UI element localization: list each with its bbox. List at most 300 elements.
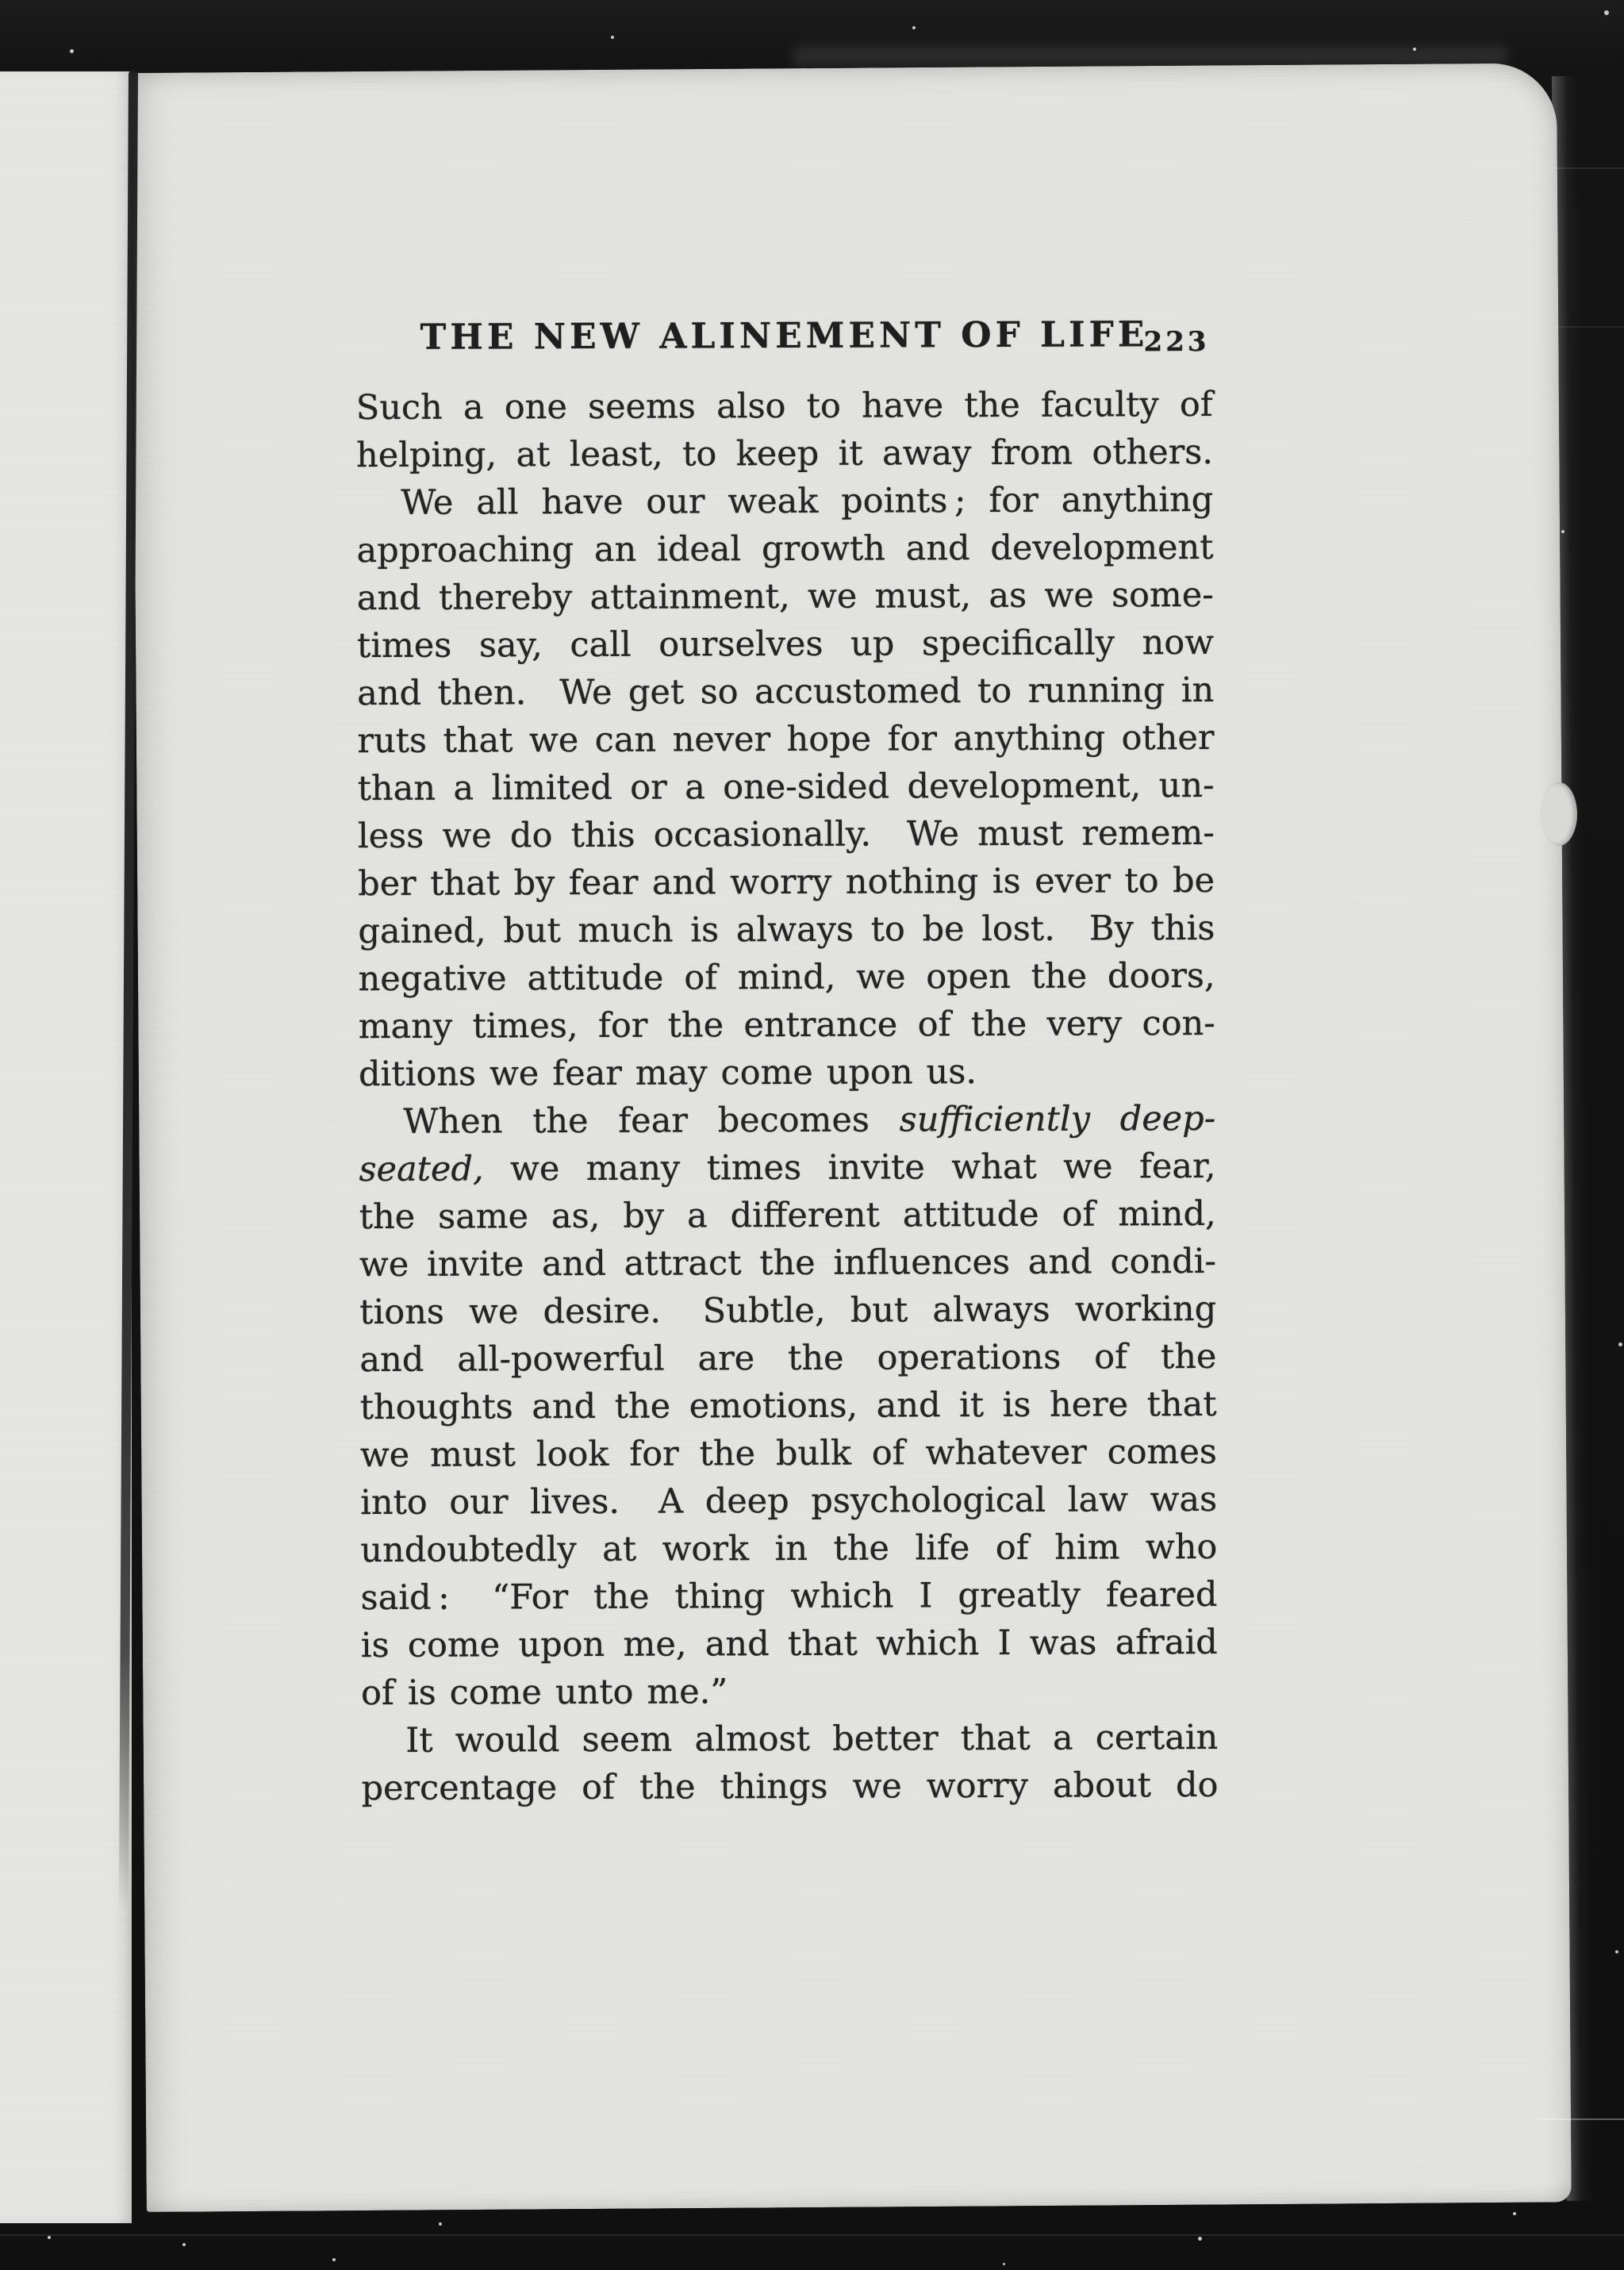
word: it [958,1385,985,1426]
word: have [862,386,944,426]
page-content [135,65,1568,2210]
dust-speck [912,26,916,29]
word: the [639,1767,696,1807]
word: so [700,672,739,712]
word: working [1074,1289,1217,1330]
word: limited [491,767,612,809]
word: thoughts [359,1387,513,1428]
word: always [932,1289,1050,1331]
word: said : [360,1577,467,1619]
word: development, [907,766,1142,807]
word: him [1054,1527,1120,1568]
word: upon [518,1624,605,1665]
dust-speck [1198,2237,1202,2241]
word: When [403,1101,503,1142]
word: afraid [1115,1622,1218,1663]
word: faculty [1040,385,1159,425]
word: a [453,768,474,809]
word: but [850,1290,908,1331]
word: this [570,815,635,856]
word: to [682,434,717,474]
dust-speck [1003,2263,1005,2265]
word: would [455,1720,560,1761]
scratch-line [1547,167,1624,169]
word: seem [582,1719,673,1761]
word: ourselves [658,624,824,665]
word: comes [1107,1431,1218,1473]
word: the [1031,956,1088,997]
word: the [964,385,1020,426]
word: a [686,1196,708,1236]
word: almost [694,1719,811,1760]
text-line [356,428,1213,479]
dust-speck [1413,48,1416,51]
text-line [359,1047,1215,1098]
word: ditions [358,1054,477,1095]
word: deep- [1119,1098,1216,1139]
text-line [360,1476,1217,1527]
word: that [960,1718,1031,1759]
word: running [1027,670,1165,711]
word: we [1063,1147,1113,1187]
text-line [357,571,1214,622]
scratch-line [1538,2118,1624,2120]
word: and [876,1385,941,1426]
word: us. [926,1052,977,1093]
page-number: 223 [1143,325,1210,359]
text-line [358,809,1215,860]
word: or [630,767,667,808]
word: fear [568,862,639,904]
word: call [570,624,632,666]
word: attainment, [589,576,790,617]
word: doors, [1107,955,1215,997]
text-line [361,1714,1218,1765]
page-edge-notch [1541,782,1577,846]
word: and [905,528,970,569]
word: whatever [925,1432,1087,1473]
word: at [602,1529,637,1569]
word: many [585,1148,681,1189]
text-line [356,476,1213,527]
word: accustomed [754,671,962,712]
word: We [906,814,960,855]
word: be [922,909,965,950]
word: that [787,1623,858,1665]
dust-speck [1615,1950,1618,1953]
word: less [357,816,424,857]
word: of [1179,384,1213,425]
word: all-powerful [457,1339,665,1380]
word: hope [786,719,872,760]
word: we [510,1149,560,1189]
word: keep [735,433,820,474]
word: that [1146,1384,1217,1425]
word: to [977,670,1012,712]
word: an [593,529,637,570]
word: emotions, [689,1385,858,1427]
word: influences [833,1242,1011,1283]
word: me, [623,1624,687,1665]
word: ber [358,863,417,905]
word: open [926,956,1011,997]
word: “For [492,1577,569,1618]
running-head [355,311,1212,362]
word: least, [569,434,663,475]
word: different [730,1195,880,1236]
word: be [1172,860,1215,901]
word: and [357,673,422,714]
word: and [705,1624,770,1665]
word: we [359,1435,410,1476]
word: must [977,813,1064,855]
word: life [915,1528,970,1569]
word: entrance [743,1004,898,1046]
word: unto [555,1672,634,1713]
word: at [516,435,551,475]
word: seated, [359,1149,484,1190]
text-line [356,524,1213,574]
word: the [1160,1336,1217,1377]
word: we [489,1054,539,1094]
word: becomes [717,1100,870,1141]
word: times, [472,1006,578,1047]
word: bulk [775,1433,852,1474]
word: Subtle, [702,1290,826,1331]
word: have [541,482,624,523]
word: for [887,719,938,759]
word: which [790,1576,894,1616]
word: was [1029,1623,1097,1663]
word: what [951,1147,1037,1188]
word: of [917,1004,951,1045]
word: of [995,1527,1029,1569]
word: others. [1092,432,1214,473]
word: and [359,1339,424,1381]
word: worry [926,1765,1029,1807]
word: A [658,1481,684,1522]
word: fear [618,1100,688,1141]
word: to [1124,861,1159,901]
word: about [1052,1765,1152,1806]
word: gained, [358,911,486,952]
word: mind, [1118,1193,1216,1235]
word: percentage [361,1768,558,1809]
word: and [532,1386,597,1427]
word: greatly [958,1575,1081,1616]
word: then. [437,673,543,713]
word: I [919,1576,933,1616]
word: as, [551,1196,601,1237]
word: as [989,575,1027,616]
word: we [442,816,492,856]
text-line [360,1381,1217,1431]
word: it [838,433,863,474]
word: By [1088,908,1134,949]
word: but [503,911,561,951]
word: may [635,1053,708,1093]
word: desire. [543,1291,678,1332]
word: for [989,480,1039,521]
word: a [1052,1718,1073,1758]
word: the [532,1100,589,1142]
word: come [407,1625,501,1665]
word: is [1002,1385,1031,1425]
text-line [357,666,1214,717]
word: work [662,1529,750,1569]
word: better [832,1719,939,1759]
word: of [582,1767,616,1808]
word: invite [827,1147,925,1188]
word: nothing [845,862,979,902]
word: that [430,863,501,904]
dust-speck [1513,2212,1516,2215]
text-line [359,1238,1216,1289]
word: of [684,958,718,998]
word: to [870,909,905,950]
word: can [594,720,657,760]
word: thing [674,1577,766,1617]
word: the [667,1005,724,1046]
word: also [716,386,786,427]
dust-speck [70,49,74,53]
word: growth [762,528,885,570]
word: the [788,1338,844,1379]
word: is [992,861,1021,902]
word: of [360,1673,394,1714]
word: a [463,387,484,428]
word: we [807,576,858,616]
text-line [357,619,1214,670]
word: other [1121,717,1215,759]
word: and [651,862,716,903]
word: undoubtedly [360,1530,577,1571]
scratch-line [0,2234,1624,2236]
word: We [559,672,612,713]
word: into [360,1482,428,1523]
text-line [360,1428,1217,1479]
word: is [360,1625,390,1666]
word: the [359,1196,416,1238]
word: deep [705,1481,789,1522]
word: by [513,863,555,904]
dust-speck [48,2236,51,2239]
word: we [528,720,579,761]
word: very [1046,1004,1123,1044]
word: our [449,1482,509,1523]
word: of [871,1433,905,1473]
word: fear, [1138,1146,1216,1187]
facing-page-edge [0,71,132,2223]
word: We [401,482,454,523]
scratch-line [1547,326,1624,328]
word: up [850,624,895,664]
word: get [628,672,685,712]
word: the [699,1434,756,1474]
text-line [358,762,1215,812]
text-line [359,1000,1215,1050]
word: development [990,527,1214,569]
word: law [1067,1480,1129,1520]
word: many [358,1006,453,1047]
text-line [359,1095,1215,1146]
word: do [509,816,553,856]
word: un- [1158,765,1215,806]
word: ruts [357,720,428,762]
word: come [449,1673,543,1713]
word: lost. [981,908,1073,950]
word: the [759,1243,816,1284]
word: lives. [529,1481,637,1523]
word: all [476,482,519,523]
word: we [469,1292,519,1332]
dust-speck [182,2243,186,2246]
word: fear [552,1053,622,1094]
word: for [629,1434,679,1474]
word: who [1145,1527,1218,1568]
word: operations [877,1337,1062,1378]
word: must, [874,576,972,616]
word: which [876,1623,980,1664]
word: Such [355,387,443,428]
word: this [1150,908,1215,949]
word: same [438,1196,529,1237]
word: is [690,910,720,951]
word: ideal [657,529,742,570]
text-line [359,1285,1216,1336]
word: the [614,1386,671,1427]
word: con- [1142,1003,1215,1044]
word: feared [1105,1574,1218,1615]
word: of [1094,1337,1128,1377]
text-line [360,1523,1217,1574]
word: seems [588,386,697,427]
text-line [357,714,1214,765]
page-title: THE NEW ALINEMENT OF LIFE [420,314,1149,358]
word: one-sided [723,766,890,808]
word: and [356,578,421,619]
word: in [1181,670,1215,711]
text-line [361,1666,1218,1717]
word: tions [359,1292,445,1333]
word: here [1049,1385,1129,1425]
dust-speck [1561,530,1564,533]
word: It [405,1720,433,1761]
word: anything [953,718,1106,759]
word: upon [826,1052,913,1093]
word: ever [1035,861,1111,901]
word: psychological [811,1480,1046,1521]
dust-speck [611,36,614,39]
word: approaching [356,530,574,571]
word: occasionally. [653,814,889,855]
word: I [997,1623,1012,1663]
word: do [1175,1765,1219,1806]
word: a [685,767,705,808]
word: away [881,433,972,474]
word: attitude [527,958,664,999]
word: some- [1111,574,1214,616]
text-line [356,381,1213,432]
word: our [646,482,705,522]
word: mind, [737,957,836,998]
word: now [1142,622,1215,663]
word: negative [358,958,507,1000]
word: anything [1061,479,1214,520]
word: always [735,909,854,951]
word: attitude [902,1194,1039,1235]
text-line [361,1761,1218,1812]
word: for [597,1005,648,1046]
word: certain [1095,1717,1219,1758]
word: times [706,1147,802,1189]
book-page [132,63,1572,2211]
word: of [1062,1194,1096,1235]
word: in [774,1528,808,1569]
text-line [360,1571,1217,1622]
word: say, [478,625,543,666]
word: are [697,1339,755,1379]
word: the [593,1577,650,1617]
word: invite [426,1244,524,1285]
text-line [359,1333,1216,1384]
word: times [356,625,452,666]
word: we [359,1244,409,1285]
text-line [359,1190,1216,1241]
text-line [358,857,1215,908]
word: from [990,432,1073,474]
dust-speck [332,2258,336,2261]
word: one [504,387,567,428]
word: we [1044,575,1094,616]
word: than [357,768,436,809]
word: to [806,386,841,426]
dust-speck [1604,10,1609,15]
word: worry [730,862,832,903]
word: we [856,957,906,997]
word: condi- [1110,1241,1217,1282]
text-line [358,905,1215,955]
text-line [359,952,1215,1003]
word: sufficiently [899,1099,1091,1140]
word: points ; [841,481,966,521]
word: things [720,1766,828,1807]
word: thereby [438,578,573,618]
word: never [672,720,771,760]
word: was [1150,1479,1218,1520]
word: remem- [1081,812,1215,854]
body-text [356,381,1219,1812]
word: helping, [355,435,497,476]
word: that [443,720,513,761]
word: come [720,1052,813,1093]
text-line [359,1143,1215,1193]
dust-speck [439,2222,442,2226]
word: the [970,1004,1027,1045]
word: we [852,1766,902,1807]
word: attract [624,1243,742,1284]
word: look [536,1434,609,1475]
word: must [429,1435,516,1475]
word: weak [728,481,819,522]
word: and [541,1243,607,1285]
word: much [578,910,674,951]
text-line [361,1619,1218,1669]
word: and [1027,1242,1092,1282]
word: specifically [921,623,1115,664]
dust-speck [1618,1342,1622,1346]
word: the [833,1528,890,1569]
